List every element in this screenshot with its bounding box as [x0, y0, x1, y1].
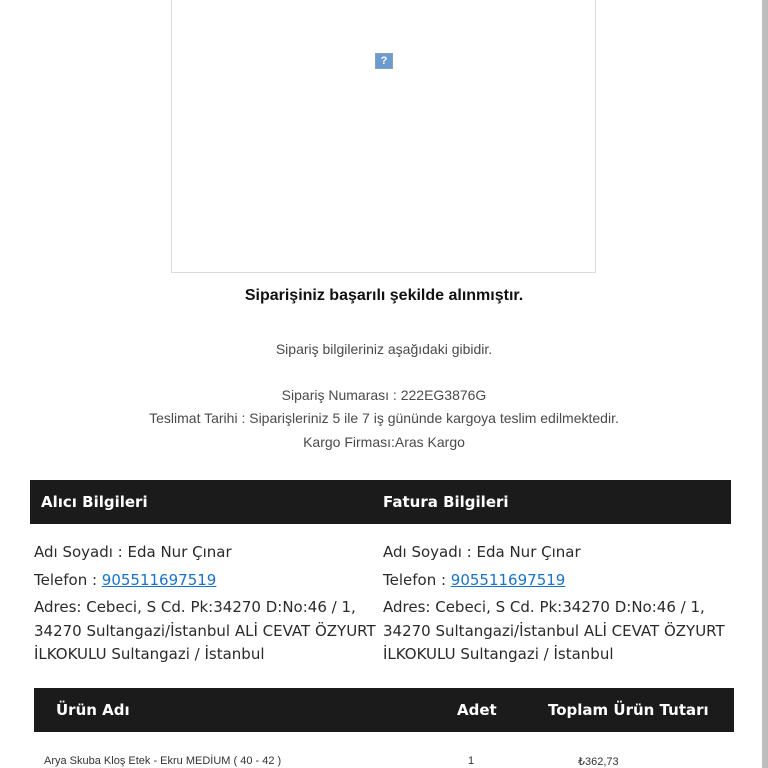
shipping-company: Kargo Firması:Aras Kargo [303, 434, 465, 450]
recipient-phone-row [34, 568, 379, 592]
recipient-address: Adres: Cebeci, S Cd. Pk:34270 D:No:46 / 1, 34270 Sultangazi/İstanbul ALİ CEVAT ÖZYURT İLKOKULU Sultangazi / İstanbul [34, 598, 376, 663]
recipient-header: Alıcı Bilgileri [41, 493, 148, 511]
recipient-phone-link[interactable]: 905511697519 [101, 571, 217, 589]
scrollbar[interactable] [762, 0, 768, 768]
recipient-phone-label: Telefon : [34, 571, 102, 589]
delivery-date: Teslimat Tarihi : Siparişleriniz 5 ile 7 iş gününde kargoya teslim edilmektedir. [149, 410, 619, 426]
info-header-bar [30, 480, 731, 524]
billing-info [383, 540, 728, 667]
billing-phone-link[interactable]: 905511697519 [450, 571, 566, 589]
confirmation-title: Siparişiniz başarılı şekilde alınmıştır. [244, 287, 524, 304]
product-name-cell: Arya Skuba Kloş Etek - Ekru MEDİUM ( 40 - 42 ) [44, 755, 282, 767]
order-info-intro: Sipariş bilgileriniz aşağıdaki gibidir. [275, 341, 493, 357]
order-number: Sipariş Numarası : 222EG3876G [281, 387, 487, 403]
billing-address: Adres: Cebeci, S Cd. Pk:34270 D:No:46 / 1, 34270 Sultangazi/İstanbul ALİ CEVAT ÖZYURT İLKOKULU Sultangazi / İstanbul [383, 598, 725, 663]
product-qty-cell: 1 [468, 755, 475, 767]
product-image-frame [171, 0, 596, 273]
column-quantity: Adet [457, 701, 497, 719]
billing-name: Adı Soyadı : Eda Nur Çınar [383, 543, 581, 561]
product-total-cell: ₺362,73 [578, 756, 619, 768]
recipient-info [34, 540, 379, 667]
product-table-header [34, 688, 734, 732]
billing-phone-label: Telefon : [383, 571, 451, 589]
billing-header: Fatura Bilgileri [383, 493, 509, 511]
broken-image-icon: ? [375, 53, 393, 69]
column-product-name: Ürün Adı [56, 701, 130, 719]
recipient-name: Adı Soyadı : Eda Nur Çınar [34, 543, 232, 561]
column-total: Toplam Ürün Tutarı [548, 701, 709, 719]
billing-phone-row [383, 568, 728, 592]
